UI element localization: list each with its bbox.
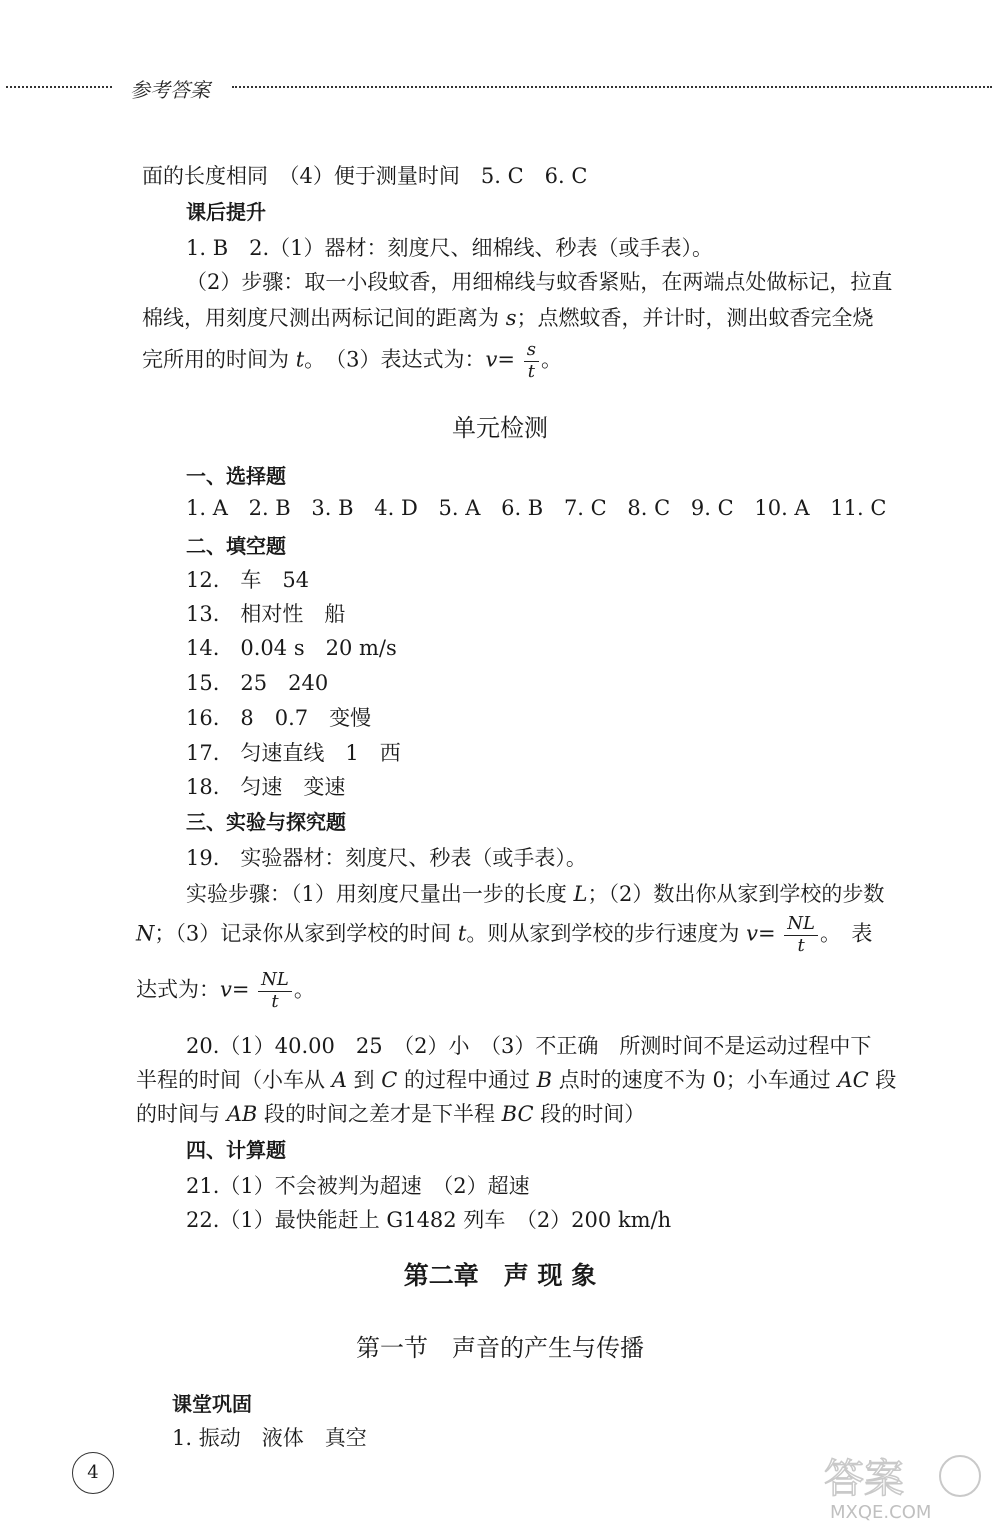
fill-answer-18: 18. 匀速 变速 bbox=[186, 775, 346, 799]
running-header bbox=[0, 72, 1000, 102]
q19-line-4: 达式为：v= $\frac{NL}{t}$ 。 bbox=[136, 969, 315, 1012]
q20-line-1: 20.（1）40.00 25 （2）小 （3）不正确 所测时间不是运动过程中下 bbox=[186, 1034, 872, 1058]
q19-line-2: 实验步骤：（1）用刻度尺量出一步的长度 L；（2）数出你从家到学校的步数 bbox=[186, 882, 885, 906]
choice-answer: 11. C bbox=[830, 496, 887, 520]
section-title: 第一节 声音的产生与传播 bbox=[356, 1334, 644, 1362]
choice-answer: 8. C bbox=[627, 496, 671, 520]
choice-answer: 3. B bbox=[311, 496, 354, 520]
fill-answer-14: 14. 0.04 s 20 m/s bbox=[186, 636, 397, 660]
q20-line-3: 的时间与 AB 段的时间之差才是下半程 BC 段的时间） bbox=[136, 1102, 646, 1126]
q22-line: 22.（1）最快能赶上 G1482 列车 （2）200 km/h bbox=[186, 1208, 672, 1232]
answer-line-6: 完所用的时间为 t。 （3）表达式为：v= $\frac{s}{t}$ 。 bbox=[142, 339, 562, 382]
choice-answer: 1. A bbox=[186, 496, 228, 520]
section-experiment-heading: 三、实验与探究题 bbox=[186, 810, 346, 834]
section-fill-heading: 二、填空题 bbox=[186, 534, 286, 558]
q19-line-1: 19. 实验器材：刻度尺、秒表（或手表）。 bbox=[186, 846, 587, 870]
chapter-title: 第二章 声 现 象 bbox=[403, 1261, 597, 1290]
fill-answer-13: 13. 相对性 船 bbox=[186, 602, 346, 626]
fraction-NL-over-t: $\frac{NL}{t}$ bbox=[784, 914, 818, 956]
choice-answers bbox=[186, 496, 900, 520]
choice-answer: 10. A bbox=[754, 496, 810, 520]
choice-answer: 6. B bbox=[501, 496, 544, 520]
page-number: 4 bbox=[72, 1452, 114, 1494]
header-dots-left bbox=[6, 86, 112, 88]
header-title: 参考答案 bbox=[130, 78, 210, 102]
choice-answer: 9. C bbox=[690, 496, 734, 520]
fraction-NL-over-t-2: $\frac{NL}{t}$ bbox=[258, 970, 292, 1012]
choice-answer: 4. D bbox=[374, 496, 418, 520]
watermark-text: 答案 bbox=[824, 1456, 904, 1502]
fill-answer-12: 12. 车 54 bbox=[186, 568, 310, 592]
fill-answer-15: 15. 25 240 bbox=[186, 671, 329, 695]
answer-line-5: 棉线，用刻度尺测出两标记间的距离为 s；点燃蚊香，并计时，测出蚊香完全烧 bbox=[142, 306, 874, 330]
fill-answer-16: 16. 8 0.7 变慢 bbox=[186, 706, 372, 730]
choice-answer: 2. B bbox=[248, 496, 291, 520]
q21-line: 21.（1）不会被判为超速 （2）超速 bbox=[186, 1174, 530, 1198]
q20-line-2: 半程的时间（小车从 A 到 C 的过程中通过 B 点时的速度不为 0；小车通过 AC 段 bbox=[136, 1068, 897, 1092]
after-class-heading: 课后提升 bbox=[186, 200, 266, 224]
fraction-s-over-t: $\frac{s}{t}$ bbox=[524, 340, 539, 382]
fill-answer-17: 17. 匀速直线 1 西 bbox=[186, 741, 401, 765]
q19-line-3: N；（3）记录你从家到学校的时间 t。则从家到学校的步行速度为 v= $\frac{NL}{t}$ 。 表 bbox=[136, 913, 873, 956]
section-calc-heading: 四、计算题 bbox=[186, 1138, 286, 1162]
watermark-logo bbox=[820, 1450, 990, 1522]
section-choice-heading: 一、选择题 bbox=[186, 464, 286, 488]
answer-line-4: （2）步骤：取一小段蚊香，用细棉线与蚊香紧贴，在两端点处做标记，拉直 bbox=[186, 270, 893, 294]
consolidate-q1: 1. 振动 液体 真空 bbox=[172, 1426, 367, 1450]
consolidate-heading: 课堂巩固 bbox=[172, 1392, 252, 1416]
unit-test-title: 单元检测 bbox=[452, 414, 548, 442]
answer-line-1: 面的长度相同 （4）便于测量时间 5. C 6. C bbox=[142, 164, 588, 188]
choice-answer: 5. A bbox=[438, 496, 481, 520]
watermark-url: MXQE.COM bbox=[830, 1502, 932, 1522]
header-dots-right bbox=[232, 86, 992, 88]
answer-line-3: 1. B 2.（1）器材：刻度尺、细棉线、秒表（或手表）。 bbox=[186, 236, 714, 260]
choice-answer: 7. C bbox=[563, 496, 607, 520]
